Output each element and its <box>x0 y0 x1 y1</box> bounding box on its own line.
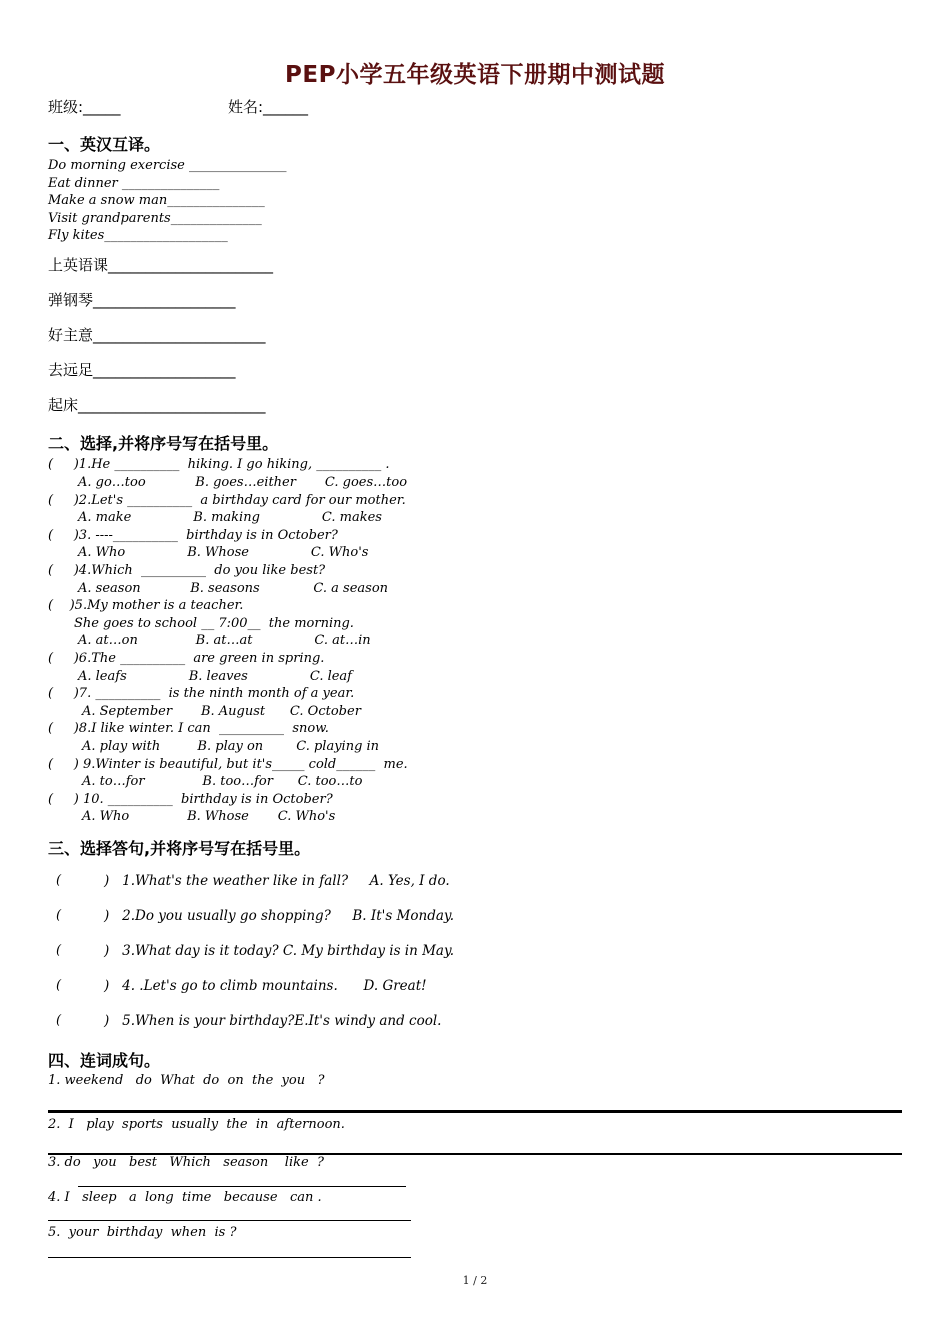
list-item: 2. I play sports usually the in afternoon. <box>48 1117 345 1132</box>
question-line: She goes to school __ 7:00__ the morning. <box>74 616 354 631</box>
question-line: ) 3.What day is it today? C. My birthday is in May. <box>104 943 455 959</box>
list-item: 5. your birthday when is ? <box>48 1225 237 1240</box>
list-item: Visit grandparents______________ <box>48 211 262 226</box>
question-line: ) 5.When is your birthday?E.It's windy and cool. <box>104 1013 442 1029</box>
page-title: PEP小学五年级英语下册期中测试题 <box>285 62 665 88</box>
section4-heading: 四、连词成句。 <box>48 1051 161 1070</box>
question-line: ( )5.My mother is a teacher. <box>48 598 244 613</box>
class-label: 班级:_____ <box>48 98 121 116</box>
list-item: 去远足___________________ <box>48 361 236 379</box>
list-item: 4. I sleep a long time because can . <box>48 1190 322 1205</box>
answer-paren: ( <box>56 873 62 888</box>
question-line: ( )4.Which __________ do you like best? <box>48 563 326 578</box>
option-line: A. Who B. Whose C. Who's <box>78 545 369 560</box>
option-line: A. to…for B. too…for C. too…to <box>82 774 363 789</box>
section1-heading: 一、英汉互译。 <box>48 135 161 154</box>
answer-paren: ( <box>56 908 62 923</box>
list-item: Fly kites___________________ <box>48 228 228 243</box>
question-line: ( )6.The __________ are green in spring. <box>48 651 325 666</box>
question-line: ) 4. .Let's go to climb mountains. D. Great! <box>104 978 427 994</box>
option-line: A. leafs B. leaves C. leaf <box>78 669 352 684</box>
question-line: ( )1.He __________ hiking. I go hiking, __________ . <box>48 457 390 472</box>
option-line: A. season B. seasons C. a season <box>78 581 389 596</box>
answer-line <box>48 1110 902 1113</box>
option-line: A. make B. making C. makes <box>78 510 382 525</box>
list-item: 1. weekend do What do on the you ? <box>48 1073 325 1088</box>
list-item: 上英语课______________________ <box>48 256 274 274</box>
list-item: 3. do you best Which season like ? <box>48 1155 324 1170</box>
question-line: ) 1.What's the weather like in fall? A. Yes, I do. <box>104 873 450 889</box>
list-item: Make a snow man_______________ <box>48 193 265 208</box>
list-item: Eat dinner _______________ <box>48 176 220 191</box>
answer-paren: ( <box>56 943 62 958</box>
question-line: ( )2.Let's __________ a birthday card for our mother. <box>48 493 406 508</box>
question-line: ( )8.I like winter. I can __________ snow. <box>48 721 329 736</box>
answer-line <box>48 1257 411 1258</box>
option-line: A. Who B. Whose C. Who's <box>82 809 336 824</box>
list-item: 起床_________________________ <box>48 396 266 414</box>
list-item: 好主意_______________________ <box>48 326 266 344</box>
list-item: 弹钢琴___________________ <box>48 291 236 309</box>
answer-line <box>48 1220 411 1221</box>
page-number: 1 / 2 <box>462 1274 488 1287</box>
question-line: ( ) 10. __________ birthday is in October? <box>48 792 333 807</box>
answer-paren: ( <box>56 978 62 993</box>
name-label: 姓名:______ <box>228 98 309 116</box>
option-line: A. go…too B. goes…either C. goes…too <box>78 475 408 490</box>
section2-heading: 二、选择,并将序号写在括号里。 <box>48 434 279 453</box>
question-line: ) 2.Do you usually go shopping? B. It's Monday. <box>104 908 455 924</box>
option-line: A. play with B. play on C. playing in <box>82 739 380 754</box>
list-item: Do morning exercise _______________ <box>48 158 287 173</box>
option-line: A. September B. August C. October <box>82 704 361 719</box>
answer-paren: ( <box>56 1013 62 1028</box>
question-line: ( )7. __________ is the ninth month of a year. <box>48 686 355 701</box>
answer-line <box>78 1186 406 1187</box>
question-line: ( ) 9.Winter is beautiful, but it's_____ cold______ me. <box>48 757 408 772</box>
option-line: A. at…on B. at…at C. at…in <box>78 633 371 648</box>
question-line: ( )3. ----__________ birthday is in October? <box>48 528 338 543</box>
section3-heading: 三、选择答句,并将序号写在括号里。 <box>48 839 311 858</box>
